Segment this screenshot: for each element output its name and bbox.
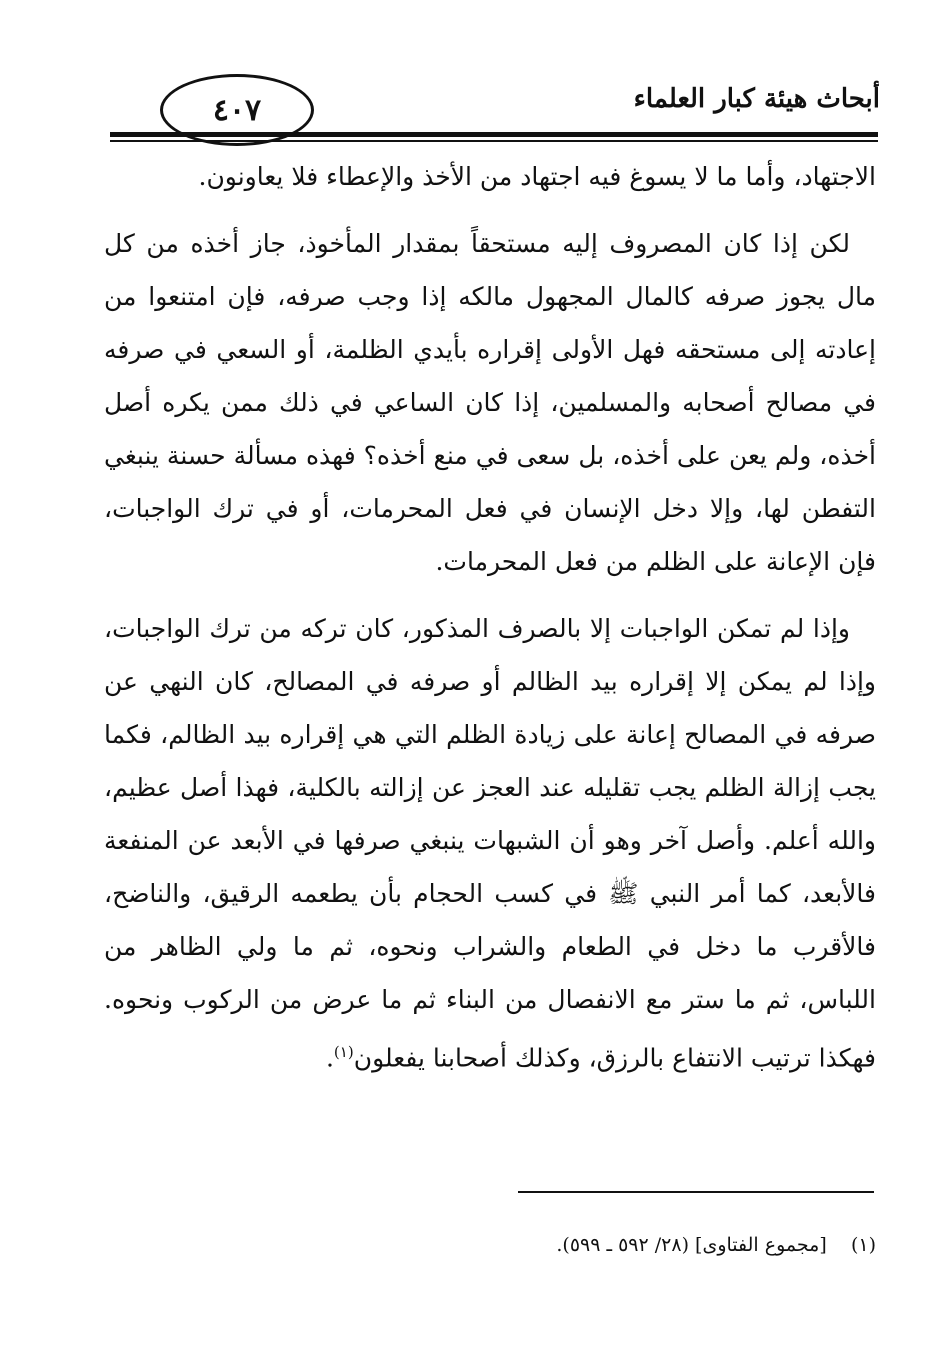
footnote-separator (518, 1191, 874, 1193)
page-header (100, 62, 880, 142)
header-rule-thin (110, 140, 878, 142)
header-rule-thick (110, 132, 878, 137)
paragraph-3-end: . (325, 1043, 334, 1073)
page-number: ٤٠٧ (212, 92, 262, 128)
running-title: أبحاث هيئة كبار العلماء (633, 84, 880, 114)
paragraph-2: لكن إذا كان المصروف إليه مستحقاً بمقدار المأخوذ، جاز أخذه من كل مال يجوز صرفه كالمال المجهول مالكه إذا وجب صرفه، فإن امتنعوا من إعادته إلى مستحقه فهل الأولى إقراره بأيدي الظلمة، أو السعي في صرفه في مصالح أصحابه والمسلمين، إذا كان الساعي في ذلك ممن يكره أصل أخذه، ولم يعن على أخذه، بل سعى في منع أخذه؟ فهذه مسألة حسنة ينبغي التفطن لها، وإلا دخل الإنسان في فعل المحرمات، أو في ترك الواجبات، فإن الإعانة على الظلم من فعل المحرمات. (104, 229, 876, 576)
paragraph-3-text: وإذا لم تمكن الواجبات إلا بالصرف المذكور، كان تركه من ترك الواجبات، وإذا لم يمكن إلا إقراره بيد الظالم أو صرفه في المصالح، كان النهي عن صرفه في المصالح إعانة على زيادة الظلم التي هي إقراره بيد الظالم، فكما يجب إزالة الظلم يجب تقليله عند العجز عن إزالته بالكلية، فهذا أصل عظيم، والله أعلم. وأصل آخر وهو أن الشبهات ينبغي صرفها في الأبعد عن المنفعة فالأبعد، كما أمر النبي ﷺ في كسب الحجام بأن يطعمه الرقيق، والناضح، فالأقرب ما دخل في الطعام والشراب ونحوه، ثم ما ولي الظاهر من اللباس، ثم ما ستر مع الانفصال من البناء ثم ما عرض من الركوب ونحوه. فهكذا ترتيب الانتفاع بالرزق، وكذلك أصحابنا يفعلون (104, 614, 876, 1073)
footnote-text: [مجموع الفتاوى] (٢٨/ ٥٩٢ ـ ٥٩٩). (556, 1234, 827, 1256)
footnote-marker: (١) (333, 1043, 354, 1061)
footnote-number: (١) (850, 1234, 876, 1256)
paragraph-3 (104, 602, 876, 1084)
paragraph-1: الاجتهاد، وأما ما لا يسوغ فيه اجتهاد من الأخذ والإعطاء فلا يعاونون. (198, 162, 876, 191)
body-text (104, 150, 876, 1084)
footnote (420, 1234, 876, 1256)
